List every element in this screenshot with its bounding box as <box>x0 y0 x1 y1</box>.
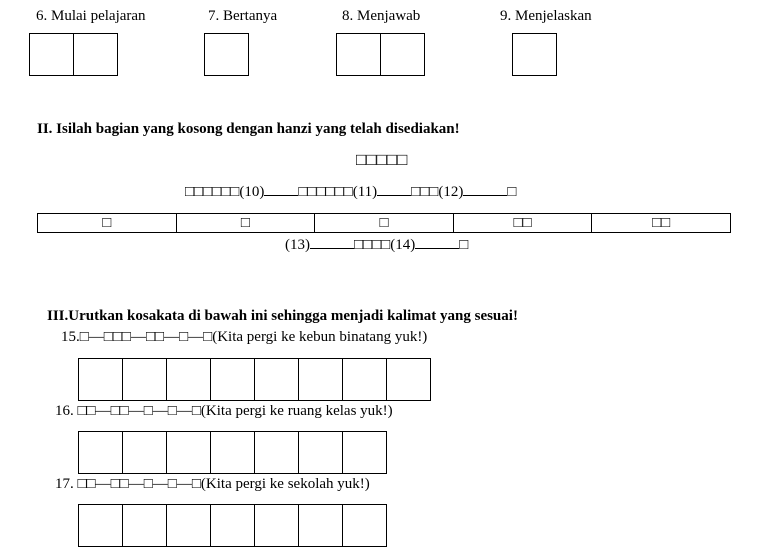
answer-box[interactable] <box>380 33 425 76</box>
answer-box[interactable] <box>336 33 381 76</box>
word-bank-cell: □□ <box>652 215 671 231</box>
item-6-label: 6. Mulai pelajaran <box>36 8 146 24</box>
item-6-answer-boxes <box>29 33 117 76</box>
section-2-heading: II. Isilah bagian yang kosong dengan hanzi yang telah disediakan! <box>37 121 460 137</box>
answer-box[interactable] <box>78 431 123 474</box>
passage-line-2 <box>285 234 468 254</box>
answer-box[interactable] <box>298 431 343 474</box>
blank-11[interactable] <box>377 181 411 196</box>
item-8-label: 8. Menjawab <box>342 8 421 24</box>
item-8-answer-boxes <box>336 33 424 76</box>
answer-box[interactable] <box>29 33 74 76</box>
answer-box[interactable] <box>210 431 255 474</box>
answer-box[interactable] <box>342 358 387 401</box>
passage-line-2-end: □ <box>459 237 469 253</box>
answer-box[interactable] <box>122 504 167 547</box>
passage-line-2-part-2: □□□□(14) <box>354 237 416 253</box>
answer-box[interactable] <box>122 358 167 401</box>
passage-title: □□□□□ <box>356 150 408 169</box>
answer-box[interactable] <box>342 431 387 474</box>
passage-line-1-part-2: □□□□□□(11) <box>298 184 378 200</box>
answer-box[interactable] <box>298 358 343 401</box>
blank-13[interactable] <box>310 234 354 249</box>
passage-line-1-part-1: □□□□□□(10) <box>185 184 265 200</box>
word-bank-cell: □□ <box>454 214 593 232</box>
item-9-label: 9. Menjelaskan <box>500 8 592 24</box>
blank-14[interactable] <box>415 234 459 249</box>
answer-box[interactable] <box>210 358 255 401</box>
item-7-answer-box[interactable] <box>204 33 249 76</box>
answer-box[interactable] <box>166 504 211 547</box>
answer-box[interactable] <box>166 431 211 474</box>
answer-box[interactable] <box>78 358 123 401</box>
answer-box[interactable] <box>73 33 118 76</box>
word-bank-cell: □ <box>315 214 454 232</box>
answer-box[interactable] <box>342 504 387 547</box>
answer-box[interactable] <box>298 504 343 547</box>
answer-box[interactable] <box>254 504 299 547</box>
item-9-answer-box[interactable] <box>512 33 557 76</box>
answer-box[interactable] <box>122 431 167 474</box>
question-16: 16. □□—□□—□—□—□(Kita pergi ke ruang kelas yuk!) <box>55 403 393 419</box>
answer-box[interactable] <box>254 431 299 474</box>
section-3-heading: III.Urutkan kosakata di bawah ini sehingga menjadi kalimat yang sesuai! <box>47 308 518 324</box>
answer-box[interactable] <box>78 504 123 547</box>
passage-line-1 <box>185 181 516 201</box>
answer-box[interactable] <box>254 358 299 401</box>
question-17: 17. □□—□□—□—□—□(Kita pergi ke sekolah yuk!) <box>55 476 370 492</box>
question-17-answer-grid <box>78 504 386 547</box>
item-7-label: 7. Bertanya <box>208 8 278 24</box>
word-bank-cell: □ <box>177 214 316 232</box>
answer-box[interactable] <box>166 358 211 401</box>
passage-line-1-end: □ <box>507 184 517 200</box>
question-15-answer-grid <box>78 358 430 401</box>
question-16-answer-grid <box>78 431 386 474</box>
word-bank-cell: □ <box>38 214 177 232</box>
passage-line-1-part-3: □□□(12) <box>411 184 464 200</box>
passage-line-2-part-1: (13) <box>285 237 310 253</box>
blank-12[interactable] <box>463 181 507 196</box>
question-15: 15.□—□□□—□□—□—□(Kita pergi ke kebun binatang yuk!) <box>61 329 428 345</box>
answer-box[interactable] <box>386 358 431 401</box>
blank-10[interactable] <box>264 181 298 196</box>
word-bank-table <box>37 213 731 233</box>
answer-box[interactable] <box>210 504 255 547</box>
